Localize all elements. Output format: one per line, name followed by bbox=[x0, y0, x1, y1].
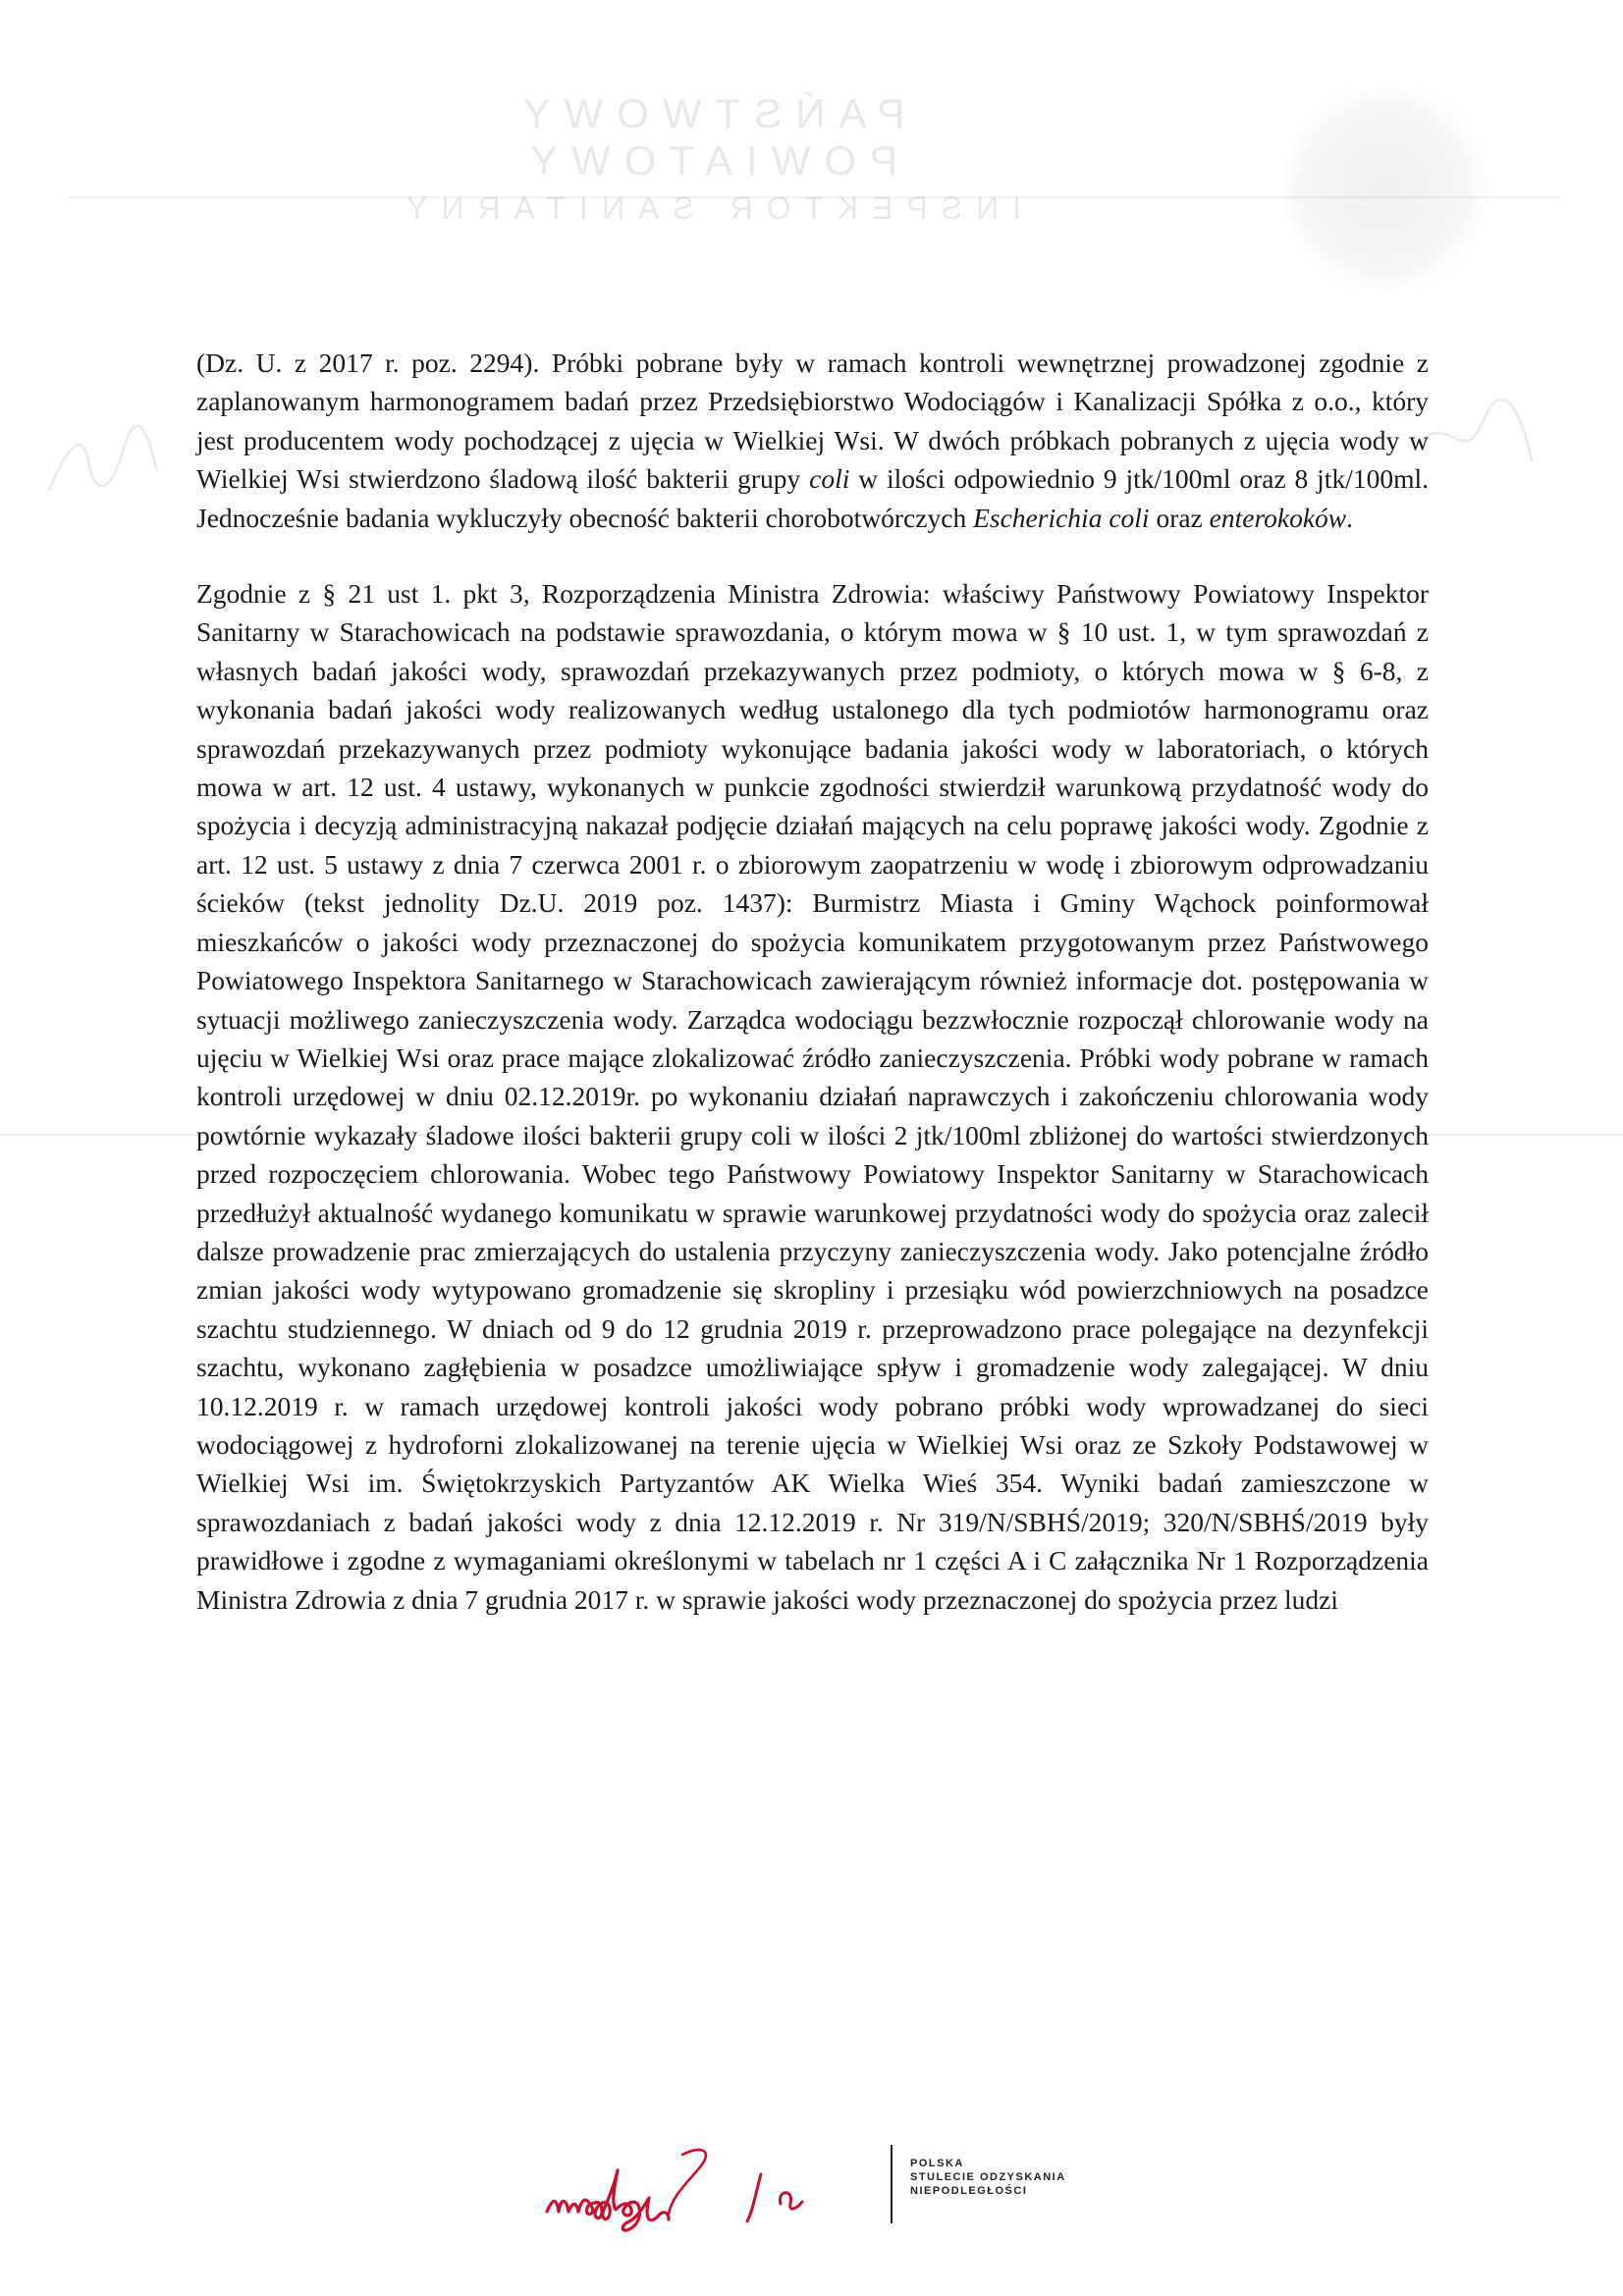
paragraph-1-text-b: w ilości odpowiednio 9 jtk/100ml oraz 8 jtk/100ml. Jednocześnie badania wykluczyły obecność bakterii chorobotwórczych bbox=[196, 463, 1429, 533]
logo-caption bbox=[910, 2157, 1066, 2198]
niepodlegla-script-ornament bbox=[669, 2150, 706, 2214]
footer-logo bbox=[535, 2135, 1144, 2243]
bleed-through-header-line2: INSPEKTOR SANITARNY bbox=[393, 190, 1021, 226]
logo-caption-line3: NIEPODLEGŁOŚCI bbox=[910, 2185, 1028, 2197]
paragraph-1-text-a: (Dz. U. z 2017 r. poz. 2294). Próbki pobrane były w ramach kontroli wewnętrznej prowadzonej zgodnie z zaplanowanym harmonogramem badań przez Przedsiębiorstwo Wodociągów i Kanalizacji Spółka z o.o., który jest producentem wody pochodzącej z ujęcia w Wielkiej Wsi. W dwóch próbkach pobranych z ujęcia wody w Wielkiej Wsi stwierdzono śladową ilość bakterii grupy bbox=[196, 347, 1429, 495]
logo-caption-line2: STULECIE ODZYSKANIA bbox=[910, 2171, 1066, 2183]
paragraph-1-text-d: . bbox=[1346, 502, 1354, 533]
niepodlegla-script-tail bbox=[747, 2174, 802, 2221]
enterokokow-term: enterokoków bbox=[1209, 502, 1347, 533]
escherichia-coli-term: Escherichia coli bbox=[973, 502, 1150, 533]
bleed-through-header-line1: PAŃSTWOWY POWIATOWY bbox=[509, 90, 905, 184]
paragraph-sampling-results bbox=[196, 344, 1429, 537]
bleed-through-signature bbox=[39, 422, 187, 510]
logo-caption-line1: POLSKA bbox=[910, 2158, 964, 2169]
paragraph-1-text-c: oraz bbox=[1149, 502, 1210, 533]
bleed-through-header bbox=[334, 90, 1080, 227]
niepodlegla-script-stroke bbox=[547, 2170, 669, 2230]
document-body bbox=[196, 344, 1429, 1619]
niepodlegla-logo bbox=[535, 2135, 889, 2238]
paragraph-regulation-actions: Zgodnie z § 21 ust 1. pkt 3, Rozporządzenia Ministra Zdrowia: właściwy Państwowy Powiatowy Inspektor Sanitarny w Starachowicach na podstawie sprawozdania, o którym mowa w § 10 ust. 1, w tym sprawozdań z własnych badań jakości wody, sprawozdań przekazywanych przez podmioty, o których mowa w § 6-8, z wykonania badań jakości wody realizowanych według ustalonego dla tych podmiotów harmonogramu oraz sprawozdań przekazywanych przez podmioty wykonujące badania jakości wody w laboratoriach, o których mowa w art. 12 ust. 4 ustawy, wykonanych w punkcie zgodności stwierdził warunkową przydatność wody do spożycia i decyzją administracyjną nakazał podjęcie działań mających na celu poprawę jakości wody. Zgodnie z art. 12 ust. 5 ustawy z dnia 7 czerwca 2001 r. o zbiorowym zaopatrzeniu w wodę i zbiorowym odprowadzaniu ścieków (tekst jednolity Dz.U. 2019 poz. 1437): Burmistrz Miasta i Gminy Wąchock poinformował mieszkańców o jakości wody przeznaczonej do spożycia komunikatem przygotowanym przez Państwowego Powiatowego Inspektora Sanitarnego w Starachowicach zawierającym również informacje dot. postępowania w sytuacji możliwego zanieczyszczenia wody. Zarządca wodociągu bezzwłocznie rozpoczął chlorowanie wody na ujęciu w Wielkiej Wsi oraz prace mające zlokalizować źródło zanieczyszczenia. Próbki wody pobrane w ramach kontroli urzędowej w dniu 02.12.2019r. po wykonaniu działań naprawczych i zakończeniu chlorowania wody powtórnie wykazały śladowe ilości bakterii grupy coli w ilości 2 jtk/100ml zbliżonej do wartości stwierdzonych przed rozpoczęciem chlorowania. Wobec tego Państwowy Powiatowy Inspektor Sanitarny w Starachowicach przedłużył aktualność wydanego komunikatu w sprawie warunkowej przydatności wody do spożycia oraz zalecił dalsze prowadzenie prac zmierzających do ustalenia przyczyny zanieczyszczenia wody. Jako potencjalne źródło zmian jakości wody wytypowano gromadzenie się skropliny i przesiąku wód powierzchniowych na posadzce szachtu studziennego. W dniach od 9 do 12 grudnia 2019 r. przeprowadzono prace polegające na dezynfekcji szachtu, wykonano zagłębienia w posadzce umożliwiające spływ i gromadzenie wody zalegającej. W dniu 10.12.2019 r. w ramach urzędowej kontroli jakości wody pobrano próbki wody wprowadzanej do sieci wodociągowej z hydroforni zlokalizowanej na terenie ujęcia w Wielkiej Wsi oraz ze Szkoły Podstawowej w Wielkiej Wsi im. Świętokrzyskich Partyzantów AK Wielka Wieś 354. Wyniki badań zamieszczone w sprawozdaniach z badań jakości wody z dnia 12.12.2019 r. Nr 319/N/SBHŚ/2019; 320/N/SBHŚ/2019 były prawidłowe i zgodne z wymaganiami określonymi w tabelach nr 1 części A i C załącznika Nr 1 Rozporządzenia Ministra Zdrowia z dnia 7 grudnia 2017 r. w sprawie jakości wody przeznaczonej do spożycia przez ludzi bbox=[196, 578, 1429, 1615]
coli-term: coli bbox=[809, 463, 850, 495]
logo-divider bbox=[891, 2145, 893, 2223]
bleed-through-seal bbox=[1276, 80, 1492, 296]
